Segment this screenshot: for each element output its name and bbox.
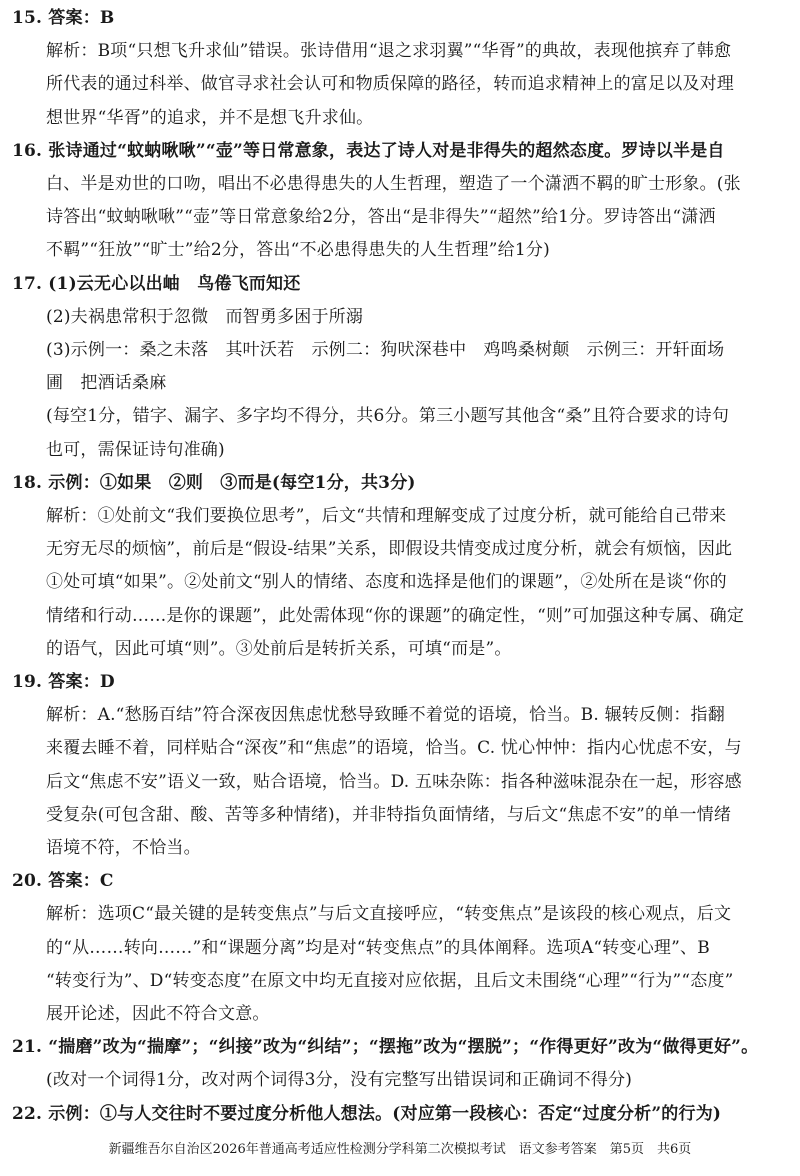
- q15-analysis-line-1: 解析：B项“只想飞升求仙”错误。张诗借用“退之求羽翼”“华胥”的典故，表现他摈弃了韩愈: [46, 41, 732, 62]
- q19-heading: 19. 答案：D: [12, 672, 115, 692]
- q19-analysis-line-4: 受复杂(可包含甜、酸、苦等多种情绪)，并非特指负面情绪，与后文“焦虑不安”的单一情绪: [46, 804, 732, 825]
- q21-answer: 21. “揣磨”改为“揣摩”；“纠接”改为“纠结”；“摆拖”改为“摆脱”；“作得更好”改为“做得更好”。: [12, 1037, 759, 1058]
- q18-analysis-line-5: 的语气，因此可填“则”。③处前后是转折关系，可填“而是”。: [46, 638, 512, 659]
- q16-answer-line-2: 白、半是劝世的口吻，唱出不必患得患失的人生哲理，塑造了一个潇洒不羁的旷士形象。(张: [46, 174, 741, 194]
- q19-analysis-line-2: 来覆去睡不着，同样贴合“深夜”和“焦虑”的语境，恰当。C. 忧心忡忡：指内心忧虑不安，与: [46, 738, 742, 759]
- q17-answer-2: (2)夫祸患常积于忽微 而智勇多困于所溺: [46, 306, 364, 327]
- q17-answer-1: 17. (1)云无心以出岫 鸟倦飞而知还: [12, 273, 301, 294]
- q16-answer-line-3: 诗答出“蚊蚋啾啾”“壶”等日常意象给2分，答出“是非得失”“超然”给1分。罗诗答出“潇洒: [46, 207, 716, 228]
- q20-heading: 20. 答案：C: [12, 871, 114, 892]
- q17-scoring-line-1: (每空1分，错字、漏字、多字均不得分，共6分。第三小题写其他含“桑”且符合要求的诗句: [46, 406, 730, 427]
- q20-analysis-line-2: 的“从……转向……”和“课题分离”均是对“转变焦点”的具体阐释。选项A“转变心理”、B: [46, 937, 710, 958]
- q20-analysis-line-4: 展开论述，因此不符合文意。: [46, 1004, 270, 1024]
- q18-analysis-line-4: 情绪和行动……是你的课题”，此处需体现“你的课题”的确定性，“则”可加强这种专属、确定: [46, 605, 745, 626]
- q16-answer-line-4: 不羁”“狂放”“旷士”给2分，答出“不必患得患失的人生哲理”给1分): [46, 240, 550, 261]
- q19-analysis-line-3: 后文“焦虑不安”语义一致，贴合语境，恰当。D. 五味杂陈：指各种滋味混杂在一起，形容感: [46, 771, 742, 792]
- q18-answer: 18. 示例：①如果 ②则 ③而是(每空1分，共3分): [12, 472, 416, 493]
- q18-analysis-line-2: 无穷无尽的烦恼”，前后是“假设-结果”关系，即假设共情变成过度分析，就会有烦恼，因此: [46, 539, 733, 560]
- q19-analysis-line-1: 解析：A.“愁肠百结”符合深夜因焦虑忧愁导致睡不着觉的语境，恰当。B. 辗转反侧：指翻: [46, 705, 725, 726]
- q18-analysis-line-3: ①处可填“如果”。②处前文“别人的情绪、态度和选择是他们的课题”，②处所在是谈“你的: [46, 572, 727, 593]
- q22-answer: 22. 示例：①与人交往时不要过度分析他人想法。(对应第一段核心：否定“过度分析”的行为): [12, 1103, 722, 1124]
- q15-analysis-line-3: 想世界“华胥”的追求，并不是想飞升求仙。: [46, 107, 374, 128]
- q18-analysis-line-1: 解析：①处前文“我们要换位思考”，后文“共情和理解变成了过度分析，就可能给自己带来: [46, 506, 727, 526]
- q17-answer-3-line-1: (3)示例一：桑之未落 其叶沃若 示例二：狗吠深巷中 鸡鸣桑树颠 示例三：开轩面场: [46, 340, 725, 360]
- q20-analysis-line-1: 解析：选项C“最关键的是转变焦点”与后文直接呼应，“转变焦点”是该段的核心观点，后文: [46, 904, 732, 925]
- q19-analysis-line-5: 语境不符，不恰当。: [46, 838, 201, 858]
- q17-answer-3-line-2: 圃 把酒话桑麻: [46, 373, 167, 394]
- q16-answer-line-1: 16. 张诗通过“蚊蚋啾啾”“壶”等日常意象，表达了诗人对是非得失的超然态度。罗诗以半是自: [12, 140, 725, 161]
- q20-analysis-line-3: “转变行为”、D“转变态度”在原文中均无直接对应依据，且后文未围绕“心理”“行为”“态度”: [46, 970, 734, 991]
- q15-analysis-line-2: 所代表的通过科举、做官寻求社会认可和物质保障的路径，转而追求精神上的富足以及对理: [46, 74, 734, 95]
- q21-scoring: (改对一个词得1分，改对两个词得3分，没有完整写出错误词和正确词不得分): [46, 1070, 633, 1091]
- q15-heading: 15. 答案：B: [12, 8, 115, 28]
- q17-scoring-line-2: 也可，需保证诗句准确): [46, 439, 225, 460]
- page-footer: 新疆维吾尔自治区2026年普通高考适应性检测分学科第二次模拟考试 语文参考答案 第5页 共6页: [108, 1142, 692, 1157]
